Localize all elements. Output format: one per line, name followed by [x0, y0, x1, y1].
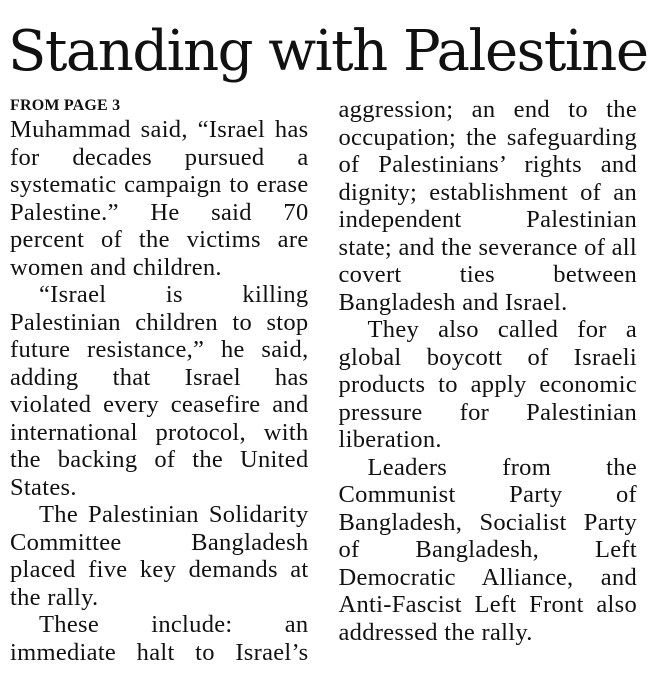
headline: Standing with Palestine [8, 19, 648, 84]
paragraph: The Palestinian Solidarity Committee Bangladesh placed five key demands at the rally. [10, 501, 309, 611]
paragraph: These include: an immediate halt to Israel’s aggression; an end to the occupation; the safeguarding of Palestinians’ rights and dignity; establishment of an independent Palestinian state; and the severance of all covert ties between Bangladesh and Israel. [10, 96, 637, 666]
dateline: FROM PAGE 3 [10, 97, 121, 114]
paragraph: They also called for a global boycott of Israeli products to apply economic pressure for Palestinian liberation. [338, 316, 637, 453]
article-body [10, 96, 637, 680]
paragraph: Muhammad said, “Israel has for decades pursued a systematic campaign to erase Palestine.” He said 70 percent of the victims are women and children. [10, 116, 309, 281]
paragraph: Leaders from the Communist Party of Bangladesh, Socialist Party of Bangladesh, Left Democratic Alliance, and Anti-Fascist Left Front also addressed the rally. [338, 453, 637, 646]
paragraph: “Israel is killing Palestinian children to stop future resistance,” he said, adding that Israel has violated every ceasefire and international protocol, with the backing of the United States. [10, 281, 309, 501]
